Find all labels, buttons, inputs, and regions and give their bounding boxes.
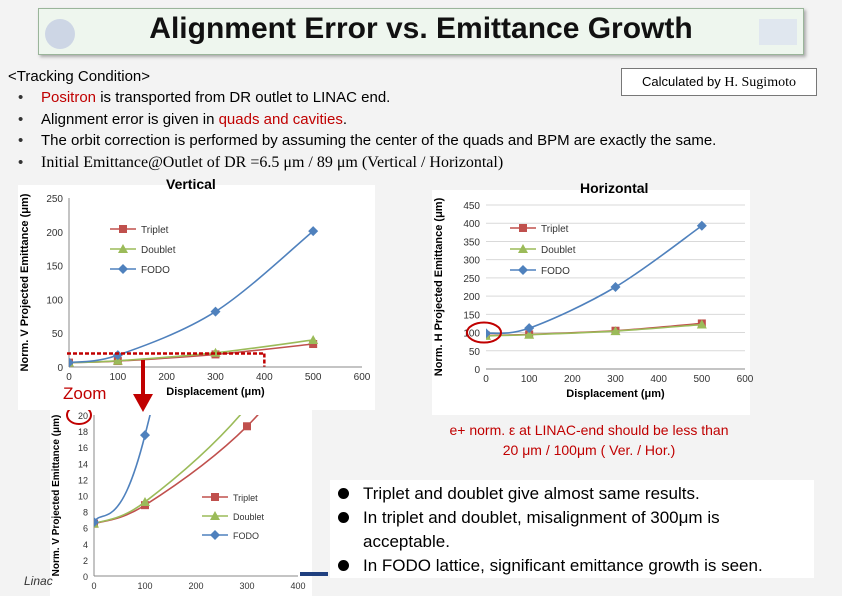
condition-text: The orbit correction is performed by assuming the center of the quads and BPM are exactly the same. [41, 132, 717, 149]
result-text: acceptable. [363, 532, 450, 551]
y-tick-label: 200 [463, 292, 480, 304]
series-group [64, 226, 318, 367]
chart-svg [50, 402, 312, 596]
x-tick-label: 400 [650, 374, 668, 385]
x-tick-label: 200 [188, 581, 204, 591]
y-tick-label: 50 [468, 346, 480, 358]
footer-text: Linac [24, 574, 53, 588]
y-tick-label: 6 [82, 523, 88, 534]
x-tick-label: 400 [255, 372, 273, 383]
legend-label: Triplet [541, 224, 569, 235]
y-tick-label: 450 [463, 201, 480, 212]
series-line-fodo [69, 231, 313, 362]
y-axis-label: Norm. V Projected Emittance (μm) [51, 414, 62, 577]
x-tick-label: 300 [207, 372, 224, 383]
x-tick-label: 300 [239, 581, 255, 591]
x-tick-label: 100 [109, 372, 127, 383]
condition-text: is transported from DR outlet to LINAC end. [96, 89, 391, 106]
chart-svg [432, 190, 754, 415]
result-item-continued [330, 530, 814, 554]
y-tick-label: 200 [46, 227, 63, 239]
legend-label: Doublet [141, 245, 176, 256]
x-tick-label: 600 [353, 372, 371, 383]
series-group [481, 221, 707, 340]
zoom-arrow-icon [133, 360, 153, 412]
bullet-icon [338, 512, 349, 523]
legend-label: Doublet [233, 512, 265, 522]
condition-item [18, 87, 716, 109]
data-point-doublet [308, 335, 318, 344]
condition-text: Initial Emittance@Outlet of DR =6.5 μm / 89 μm (Vertical / Horizontal) [41, 153, 504, 171]
condition-list [18, 87, 716, 173]
legend-marker-fodo [210, 530, 220, 540]
x-tick-label: 500 [693, 374, 711, 385]
x-tick-label: 200 [158, 372, 176, 383]
data-point-triplet [243, 422, 251, 430]
chart-svg [18, 185, 375, 410]
result-text: In triplet and doublet, misalignment of 300μm is [363, 508, 720, 527]
legend-marker-fodo [518, 265, 528, 275]
y-tick-label: 150 [463, 310, 480, 322]
condition-item [18, 109, 716, 131]
y-axis-label: Norm. V Projected Emittance (μm) [19, 193, 31, 372]
y-tick-label: 250 [463, 273, 480, 285]
y-tick-label: 50 [51, 329, 63, 341]
y-axis-label: Norm. H Projected Emittance (μm) [433, 197, 445, 377]
bullet-icon [338, 488, 349, 499]
legend-label: Doublet [541, 245, 576, 256]
y-tick-label: 300 [463, 255, 480, 267]
condition-text: . [342, 110, 347, 128]
zoom-chart [50, 402, 312, 596]
slide-title: Alignment Error vs. Emittance Growth [149, 12, 693, 45]
result-item [330, 482, 814, 506]
horizontal-chart [432, 190, 754, 415]
x-tick-label: 300 [607, 374, 624, 385]
x-tick-label: 0 [66, 372, 72, 383]
legend-marker-triplet [519, 224, 527, 232]
requirement-line-2: 20 μm / 100μm ( Ver. / Hor.) [502, 442, 676, 458]
y-tick-label: 100 [46, 295, 63, 307]
result-text: Triplet and doublet give almost same results. [363, 484, 700, 503]
y-tick-label: 350 [463, 237, 480, 249]
x-tick-label: 200 [563, 374, 581, 385]
x-tick-label: 0 [483, 374, 489, 385]
x-tick-label: 100 [137, 581, 153, 591]
y-tick-label: 10 [77, 491, 88, 502]
legend-label: FODO [541, 266, 570, 277]
legend-label: FODO [141, 265, 170, 276]
x-axis-label: Displacement (μm) [566, 388, 665, 400]
legend-marker-triplet [211, 493, 219, 501]
x-tick-label: 500 [304, 372, 322, 383]
x-axis-label: Displacement (μm) [166, 386, 265, 398]
legend-label: Triplet [141, 225, 169, 236]
title-box [38, 8, 804, 55]
y-tick-label: 4 [82, 539, 88, 550]
y-tick-label: 0 [474, 365, 480, 376]
condition-highlight: quads and cavities [218, 110, 343, 128]
tracking-condition-heading: <Tracking Condition> [8, 68, 151, 85]
x-tick-label: 0 [91, 581, 97, 591]
legend-label: Triplet [233, 493, 258, 503]
result-item [330, 506, 814, 530]
condition-highlight: Positron [41, 89, 97, 106]
legend-marker-fodo [118, 264, 128, 274]
data-point-fodo [611, 282, 621, 292]
y-tick-label: 20 [77, 411, 88, 421]
data-point-fodo [140, 430, 150, 440]
y-tick-label: 100 [463, 328, 480, 340]
condition-item [18, 152, 716, 174]
y-tick-label: 14 [77, 459, 88, 470]
calc-prefix: Calculated by [642, 74, 725, 89]
right-logo-icon [759, 19, 797, 45]
result-item [330, 554, 814, 578]
y-tick-label: 12 [77, 475, 88, 486]
y-tick-label: 2 [82, 555, 88, 566]
x-tick-label: 600 [736, 374, 754, 385]
horizontal-chart-title: Horizontal [580, 180, 649, 196]
vertical-chart-title: Vertical [166, 176, 216, 192]
x-tick-label: 100 [520, 374, 538, 385]
requirement-note [430, 420, 748, 460]
y-tick-label: 400 [463, 219, 480, 231]
condition-text: Alignment error is given in [41, 110, 219, 128]
zoom-label: Zoom [63, 384, 107, 403]
results-box [330, 480, 814, 578]
x-tick-label: 400 [290, 581, 306, 591]
y-tick-label: 16 [77, 443, 88, 454]
requirement-line-1: e+ norm. ε at LINAC-end should be less than [449, 422, 729, 438]
y-tick-label: 8 [82, 507, 88, 518]
series-line-triplet [486, 323, 702, 335]
y-tick-label: 0 [82, 572, 88, 582]
y-tick-label: 18 [77, 427, 88, 438]
legend-marker-triplet [119, 225, 127, 233]
condition-item [18, 130, 716, 152]
result-text: In FODO lattice, significant emittance growth is seen. [363, 556, 763, 575]
data-point-fodo [211, 307, 221, 317]
y-tick-label: 250 [46, 194, 63, 205]
footer-bar [300, 572, 328, 576]
calc-name: H. Sugimoto [724, 75, 796, 90]
legend-label: FODO [233, 531, 259, 541]
bullet-icon [338, 560, 349, 571]
vertical-chart [18, 185, 375, 410]
y-tick-label: 150 [46, 261, 63, 273]
y-tick-label: 0 [57, 363, 63, 374]
